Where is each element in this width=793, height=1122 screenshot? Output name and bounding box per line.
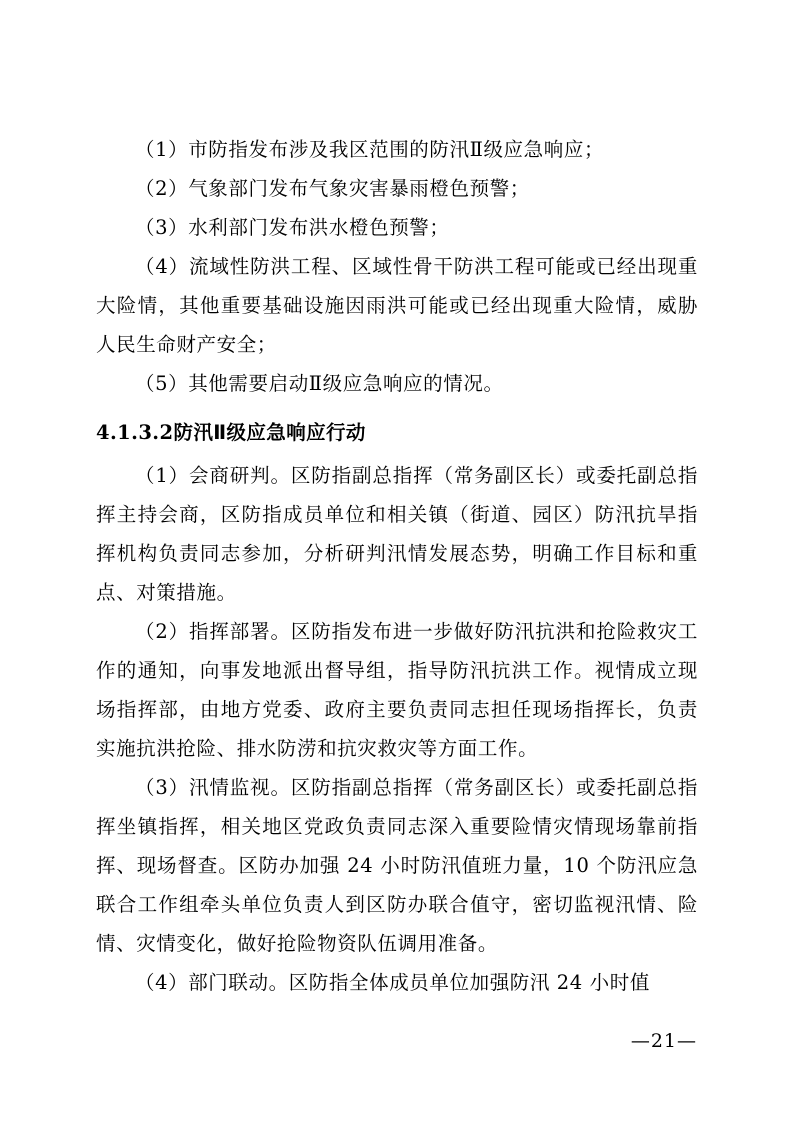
body-paragraph: （1）会商研判。区防指副总指挥（常务副区长）或委托副总指挥主持会商，区防指成员单位和相关镇（街道、园区）防汛抗旱指挥机构负责同志参加，分析研判汛情发展态势，明确工作目标和重点、对策措施。	[96, 464, 698, 604]
section-heading-number: 4.1.3.2	[96, 421, 174, 444]
body-paragraph: （2）指挥部署。区防指发布进一步做好防汛抗洪和抢险救灾工作的通知，向事发地派出督导组，指导防汛抗洪工作。视情成立现场指挥部，由地方党委、政府主要负责同志担任现场指挥长，负责实施抗洪抢险、排水防涝和抗灾救灾等方面工作。	[96, 620, 698, 760]
section-heading-title: 防汛Ⅱ级应急响应行动	[173, 421, 366, 444]
list-item: （3）水利部门发布洪水橙色预警；	[135, 216, 450, 239]
list-item: （1）市防指发布涉及我区范围的防汛Ⅱ级应急响应；	[135, 138, 605, 161]
section-heading	[96, 413, 698, 452]
page-number: —21—	[630, 1030, 697, 1052]
list-item: （4）流域性防洪工程、区域性骨干防洪工程可能或已经出现重大险情，其他重要基础设施因雨洪可能或已经出现重大险情，威胁人民生命财产安全；	[96, 255, 698, 356]
list-item: （5）其他需要启动Ⅱ级应急响应的情况。	[135, 372, 504, 395]
page-content	[96, 130, 698, 1002]
list-item: （2）气象部门发布气象灾害暴雨橙色预警；	[135, 177, 530, 200]
body-paragraph: （4）部门联动。区防指全体成员单位加强防汛 24 小时值	[135, 971, 650, 994]
body-paragraph: （3）汛情监视。区防指副总指挥（常务副区长）或委托副总指挥坐镇指挥，相关地区党政负责同志深入重要险情灾情现场靠前指挥、现场督查。区防办加强 24 小时防汛值班力量，10 个防汛应急联合工作组牵头单位负责人到区防办联合值守，密切监视汛情、险情、灾情变化，做好抢险物资队伍调用准备。	[96, 776, 698, 955]
